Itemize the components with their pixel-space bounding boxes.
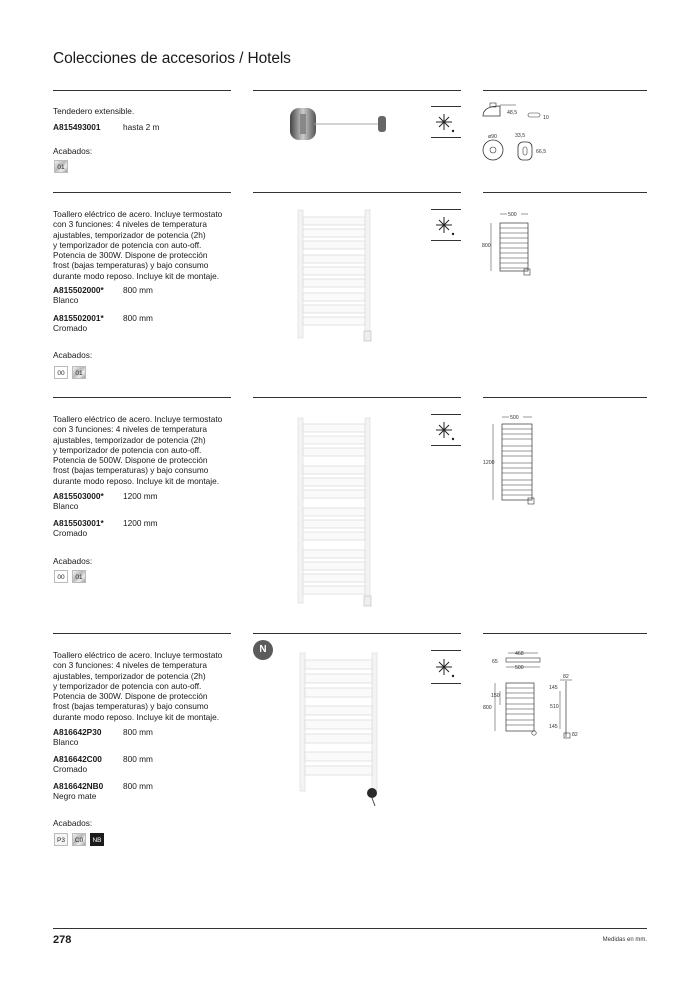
section-divider	[53, 90, 231, 91]
finish-swatch-chrome: 01	[54, 160, 68, 173]
section-divider	[53, 397, 231, 398]
product-size: 800 mm	[123, 754, 153, 764]
product-code: A815503001*	[53, 518, 104, 528]
product-variant	[53, 313, 153, 334]
dimension-label: 468	[515, 651, 524, 657]
product-finish: Blanco	[53, 501, 79, 512]
product-variant	[53, 781, 153, 802]
product-variant	[53, 727, 153, 748]
finish-swatch-white: P3	[54, 833, 68, 846]
product-description: Toallero eléctrico de acero. Incluye termostato con 3 funciones: 4 niveles de temperatura ajustables, temporizador de potencia (2h) y temporizador de potencia con auto-off. Potencia de 300W. Dispone de protección frost (bajas temperaturas) y bajo consumo durante modo reposo. Incluye kit de montaje.	[53, 209, 223, 281]
product-finish: Cromado	[53, 323, 88, 334]
product-code: A816642P30	[53, 727, 102, 737]
product-finish: Negro mate	[53, 791, 97, 802]
section-divider	[53, 633, 231, 634]
sparkle-icon	[431, 651, 461, 683]
section-divider	[53, 192, 231, 193]
finish-swatch-white: 00	[54, 570, 68, 583]
section-divider	[253, 192, 461, 193]
product-size: 800 mm	[123, 781, 153, 791]
dimension-label: 48,5	[507, 110, 518, 116]
page-number: 278	[53, 934, 72, 946]
finish-swatch-black: NB	[90, 833, 104, 846]
dimension-label: 66,5	[536, 149, 547, 155]
dimension-label: 33,5	[515, 133, 526, 139]
product-finish: Blanco	[53, 295, 79, 306]
section-divider	[253, 633, 461, 634]
section-divider	[483, 90, 647, 91]
finishes-label: Acabados:	[53, 818, 93, 828]
finishes-label: Acabados:	[53, 350, 93, 360]
finish-swatch-chrome: C0	[72, 833, 86, 846]
dimension-label: 800	[482, 243, 491, 249]
finishes-label: Acabados:	[53, 556, 93, 566]
section-divider	[253, 397, 461, 398]
dimension-label: 500	[515, 665, 524, 671]
product-variant	[53, 518, 158, 539]
product-size: 1200 mm	[123, 491, 158, 501]
product-variant	[53, 491, 158, 512]
sparkle-icon-box	[431, 106, 461, 138]
sparkle-icon-box	[431, 209, 461, 241]
dimension-label: 10	[543, 115, 549, 121]
product-code: A815493001	[53, 122, 101, 132]
footer-divider	[53, 928, 647, 929]
dimension-label: 510	[550, 704, 559, 710]
product-code: A815503000*	[53, 491, 104, 501]
dimension-label: ø90	[488, 134, 497, 140]
product-size: 800 mm	[123, 313, 153, 323]
dimension-label: 145	[549, 724, 558, 730]
dimension-label: 1200	[483, 460, 495, 466]
footnote: Medidas en mm.	[602, 937, 647, 943]
product-variant	[53, 285, 153, 306]
dimension-label: 82	[572, 732, 578, 738]
sparkle-icon-box	[431, 414, 461, 446]
finish-swatch-chrome: 01	[72, 366, 86, 379]
product-finish: Cromado	[53, 528, 88, 539]
dimension-label: 500	[508, 212, 517, 218]
product-description: Tendedero extensible.	[53, 106, 135, 116]
section-divider	[483, 633, 647, 634]
dimension-label: 500	[510, 415, 519, 421]
dimension-label: 150	[491, 693, 500, 699]
section-divider	[253, 90, 461, 91]
section-divider	[483, 397, 647, 398]
product-size: hasta 2 m	[123, 122, 160, 132]
section-divider	[483, 192, 647, 193]
towel-rail-1200-dimension-drawing	[480, 408, 550, 508]
clothesline-dimension-drawing	[480, 100, 560, 170]
product-code: A816642NB0	[53, 781, 104, 791]
page-title: Colecciones de accesorios / Hotels	[53, 50, 291, 67]
towel-rail-1200-image	[290, 410, 390, 610]
product-code: A815502000*	[53, 285, 104, 295]
product-variant	[53, 754, 153, 775]
clothesline-image	[280, 100, 400, 150]
sparkle-icon	[431, 107, 461, 137]
finish-swatch-chrome: 01	[72, 570, 86, 583]
towel-rail-800-image	[290, 205, 390, 345]
sparkle-icon	[431, 210, 461, 240]
finish-swatch-white: 00	[54, 366, 68, 379]
dimension-label: 65	[492, 659, 498, 665]
product-variant	[53, 122, 159, 132]
towel-rail-800-dimension-drawing	[480, 205, 550, 285]
dimension-label: 800	[483, 705, 492, 711]
product-finish: Blanco	[53, 737, 79, 748]
new-badge: N	[253, 640, 273, 660]
dimension-label: 82	[563, 674, 569, 680]
product-code: A816642C00	[53, 754, 102, 764]
product-size: 800 mm	[123, 285, 153, 295]
towel-rail-new-dimension-drawing	[480, 645, 590, 755]
product-size: 1200 mm	[123, 518, 158, 528]
sparkle-icon	[431, 415, 461, 445]
dimension-label: 145	[549, 685, 558, 691]
finishes-label: Acabados:	[53, 146, 93, 156]
product-size: 800 mm	[123, 727, 153, 737]
product-finish: Cromado	[53, 764, 88, 775]
sparkle-icon-box	[431, 650, 461, 684]
product-code: A815502001*	[53, 313, 104, 323]
towel-rail-new-image	[295, 648, 390, 808]
product-description: Toallero eléctrico de acero. Incluye termostato con 3 funciones: 4 niveles de temperatura ajustables, temporizador de potencia (2h) y temporizador de potencia con auto-off. Potencia de 500W. Dispone de protección frost (bajas temperaturas) y bajo consumo durante modo reposo. Incluye kit de montaje.	[53, 414, 223, 486]
product-description: Toallero eléctrico de acero. Incluye termostato con 3 funciones: 4 niveles de temperatura ajustables, temporizador de potencia (2h) y temporizador de potencia con auto-off. Potencia de 300W. Dispone de protección frost (bajas temperaturas) y bajo consumo durante modo reposo. Incluye kit de montaje.	[53, 650, 223, 722]
